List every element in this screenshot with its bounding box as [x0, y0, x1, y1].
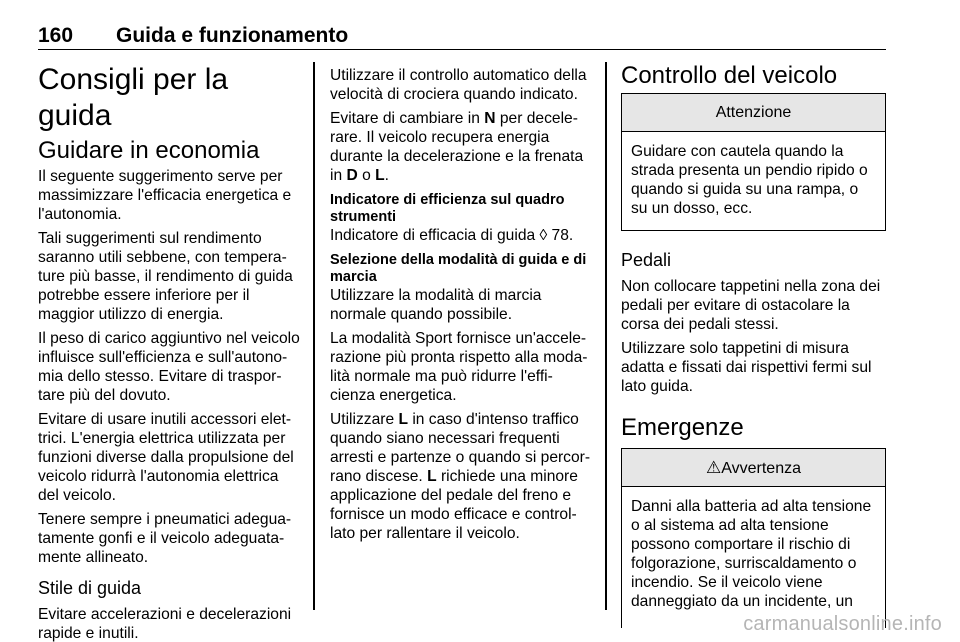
warning-box	[621, 448, 886, 628]
paragraph: Il peso di carico aggiuntivo nel veicolo influisce sull'efficienza e sull'autono-mia dello stesso. Evitare di traspor-tare più del dovuto.	[38, 330, 300, 404]
subheading: Pedali	[621, 250, 672, 270]
paragraph: Utilizzare solo tappetini di misura adatta e fissati dai rispettivi fermi sul lato guida.	[621, 340, 872, 395]
paragraph: Indicatore di efficacia di guida ◊ 78.	[330, 227, 574, 244]
caution-box-body: Guidare con cautela quando la strada presenta un pendio ripido o quando si guida su una rampa, o su un dosso, ecc.	[631, 143, 868, 217]
column-divider	[605, 62, 607, 610]
paragraph: Tali suggerimenti sul rendimento saranno utili sebbene, con tempera-ture più basse, il rendimento di guida potrebbe essere inferiore per il maggior utilizzo di energia.	[38, 230, 293, 323]
section-title: Emergenze	[621, 414, 744, 441]
column-right	[621, 62, 886, 628]
paragraph: Il seguente suggerimento serve per massimizzare l'efficacia energetica e l'autonomia.	[38, 168, 292, 223]
watermark: carmanualsonline.info	[743, 613, 942, 635]
column-left	[38, 62, 300, 642]
subsection-title: Guidare in economia	[38, 137, 260, 164]
paragraph: La modalità Sport fornisce un'accele-razione più pronta rispetto alla moda-lità normale ma può ridurre l'effi-cienza energetica.	[330, 330, 588, 404]
paragraph: Non collocare tappetini nella zona dei pedali per evitare di ostacolare la corsa dei pedali stessi.	[621, 278, 881, 333]
paragraph: Tenere sempre i pneumatici adegua-tamente gonfi e il veicolo adeguata-mente allineato.	[38, 511, 292, 566]
caution-box	[621, 93, 886, 231]
running-title: Guida e funzionamento	[116, 24, 349, 47]
warning-box-body: Danni alla batteria ad alta tensione o al sistema ad alta tensione possono comportare il rischio di folgorazione, surriscaldamento o incendio. Se il veicolo viene danneggiato da un incidente, un	[631, 498, 872, 610]
paragraph: Utilizzare il controllo automatico della velocità di crociera quando indicato.	[330, 67, 587, 103]
paragraph: Evitare di usare inutili accessori elet-trici. L'energia elettrica utilizzata per funzioni diverse dalla propulsione del veicolo ridurrà l'autonomia elettrica del veicolo.	[38, 411, 294, 504]
paragraph: Utilizzare la modalità di marcia normale quando possibile.	[330, 287, 542, 323]
warning-triangle-icon: ⚠	[706, 458, 722, 477]
column-divider	[313, 62, 315, 610]
page-header	[38, 20, 886, 50]
caution-box-title: Attenzione	[622, 94, 885, 132]
paragraph: Utilizzare L in caso d'intenso traffico quando siano necessari frequenti arresti e partenze o quando si percor-rano discese. L richiede una minore applicazione del pedale del freno e fornisce un modo efficace e control-lato per rallentare il veicolo.	[330, 411, 591, 542]
paragraph: Evitare accelerazioni e decelerazioni rapide e inutili.	[38, 606, 292, 642]
bold-heading: Selezione della modalità di guida e di marcia	[330, 252, 587, 285]
column-middle	[330, 66, 592, 548]
bold-heading: Indicatore di efficienza sul quadro strumenti	[330, 192, 565, 225]
section-title: Controllo del veicolo	[621, 62, 838, 89]
paragraph: Evitare di cambiare in N per decele-rare. Il veicolo recupera energia durante la decelerazione e la frenata in D o L.	[330, 110, 584, 184]
page-number: 160	[38, 24, 74, 47]
warning-box-title: ⚠Avvertenza	[622, 449, 885, 487]
section-title: Consigli per la guida	[38, 63, 229, 132]
subheading: Stile di guida	[38, 578, 142, 598]
